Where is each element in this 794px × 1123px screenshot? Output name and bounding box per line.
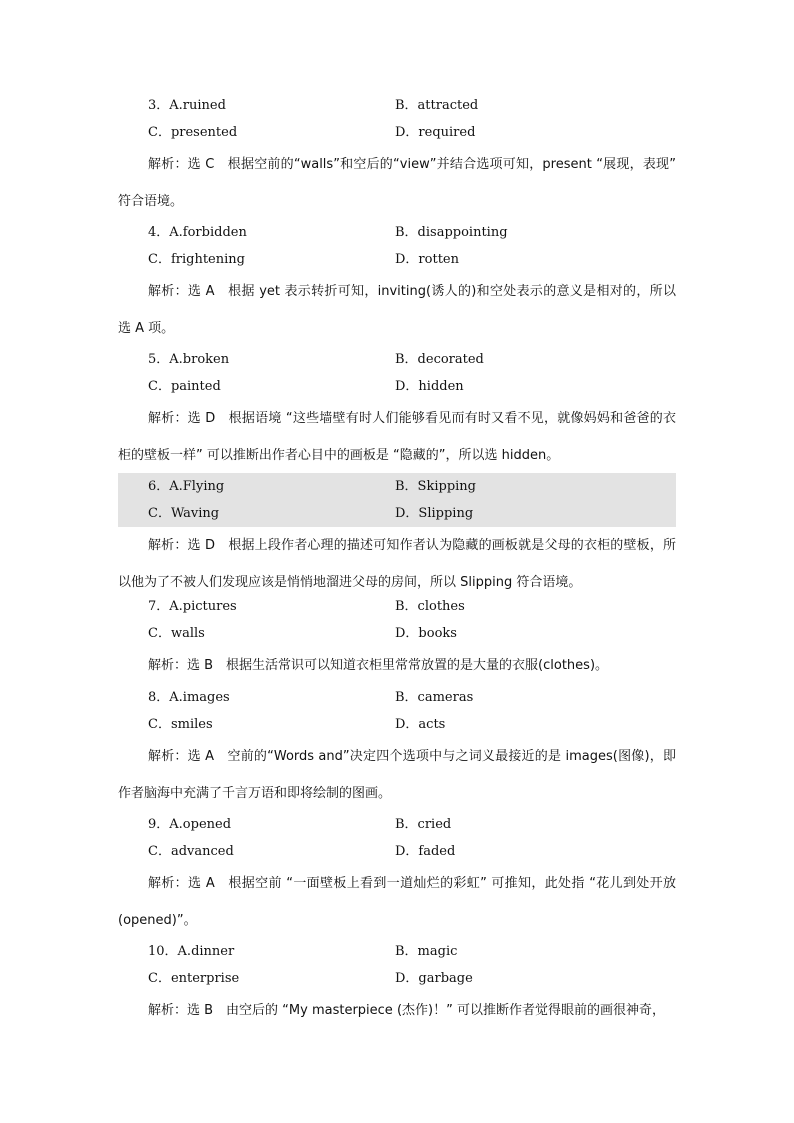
option-a: 7．A.pictures xyxy=(148,599,237,614)
analysis-text: 解析：选 A 根据空前 “一面壁板上看到一道灿烂的彩虹” 可推知，此处指 “花儿到处开放(opened)”。 xyxy=(118,876,676,928)
option-b: B．cameras xyxy=(395,690,474,705)
question-8 xyxy=(118,684,676,812)
option-row xyxy=(118,620,676,647)
option-b: B．cried xyxy=(395,817,452,832)
option-b: B．decorated xyxy=(395,352,484,367)
option-row xyxy=(118,711,676,738)
option-c: C．walls xyxy=(148,626,205,641)
option-a: 3．A.ruined xyxy=(148,98,226,113)
option-row xyxy=(118,811,676,838)
option-c: C．enterprise xyxy=(148,971,240,986)
question-4 xyxy=(118,219,676,347)
option-d: D．books xyxy=(395,626,457,641)
option-row xyxy=(118,219,676,246)
option-row xyxy=(118,119,676,146)
option-row xyxy=(118,246,676,273)
analysis-text: 解析：选 A 空前的“Words and”决定四个选项中与之词义最接近的是 images(图像)，即作者脑海中充满了千言万语和即将绘制的图画。 xyxy=(118,749,676,801)
option-c: C．Waving xyxy=(148,506,220,521)
option-c: C．painted xyxy=(148,379,221,394)
option-row xyxy=(118,965,676,992)
option-c: C．smiles xyxy=(148,717,213,732)
option-d: D．faded xyxy=(395,844,456,859)
option-a: 9．A.opened xyxy=(148,817,232,832)
analysis-text: 解析：选 B 根据生活常识可以知道衣柜里常常放置的是大量的衣服(clothes)。 xyxy=(148,658,609,673)
option-d: D．required xyxy=(395,125,476,140)
question-6 xyxy=(118,473,676,601)
option-a: 5．A.broken xyxy=(148,352,230,367)
option-c: C．advanced xyxy=(148,844,234,859)
option-c: C．frightening xyxy=(148,252,245,267)
option-b: B．Skipping xyxy=(395,479,476,494)
option-a: 6．A.Flying xyxy=(148,479,225,494)
option-row xyxy=(118,938,676,965)
question-7 xyxy=(118,593,676,684)
option-d: D．Slipping xyxy=(395,506,474,521)
option-row-highlighted xyxy=(118,500,676,527)
option-b: B．magic xyxy=(395,944,458,959)
analysis-text: 解析：选 B 由空后的 “My masterpiece (杰作)！” 可以推断作者觉得眼前的画很神奇， xyxy=(148,1003,665,1018)
option-row xyxy=(118,92,676,119)
analysis-text: 解析：选 D 根据上段作者心理的描述可知作者认为隐藏的画板就是父母的衣柜的壁板，所以他为了不被人们发现应该是悄悄地溜进父母的房间，所以 Slipping 符合语境。 xyxy=(118,538,676,590)
option-row xyxy=(118,684,676,711)
option-row xyxy=(118,838,676,865)
option-d: D．acts xyxy=(395,717,446,732)
option-a: 8．A.images xyxy=(148,690,230,705)
option-d: D．rotten xyxy=(395,252,459,267)
option-row xyxy=(118,373,676,400)
option-d: D．hidden xyxy=(395,379,464,394)
option-b: B．disappointing xyxy=(395,225,508,240)
question-3 xyxy=(118,92,676,220)
option-a: 4．A.forbidden xyxy=(148,225,247,240)
question-10 xyxy=(118,938,676,1029)
analysis-text: 解析：选 D 根据语境 “这些墙壁有时人们能够看见而有时又看不见，就像妈妈和爸爸的衣柜的壁板一样” 可以推断出作者心目中的画板是 “隐藏的”，所以选 hidden。 xyxy=(118,411,676,463)
option-b: B．clothes xyxy=(395,599,465,614)
option-b: B．attracted xyxy=(395,98,479,113)
analysis-text: 解析：选 C 根据空前的“walls”和空后的“view”并结合选项可知，present “展现，表现” 符合语境。 xyxy=(118,157,676,209)
option-row xyxy=(118,593,676,620)
question-5 xyxy=(118,346,676,474)
option-c: C．presented xyxy=(148,125,238,140)
option-row-highlighted xyxy=(118,473,676,500)
option-a: 10．A.dinner xyxy=(148,944,235,959)
option-row xyxy=(118,346,676,373)
option-d: D．garbage xyxy=(395,971,473,986)
question-9 xyxy=(118,811,676,939)
analysis-text: 解析：选 A 根据 yet 表示转折可知，inviting(诱人的)和空处表示的意义是相对的，所以选 A 项。 xyxy=(118,284,676,336)
